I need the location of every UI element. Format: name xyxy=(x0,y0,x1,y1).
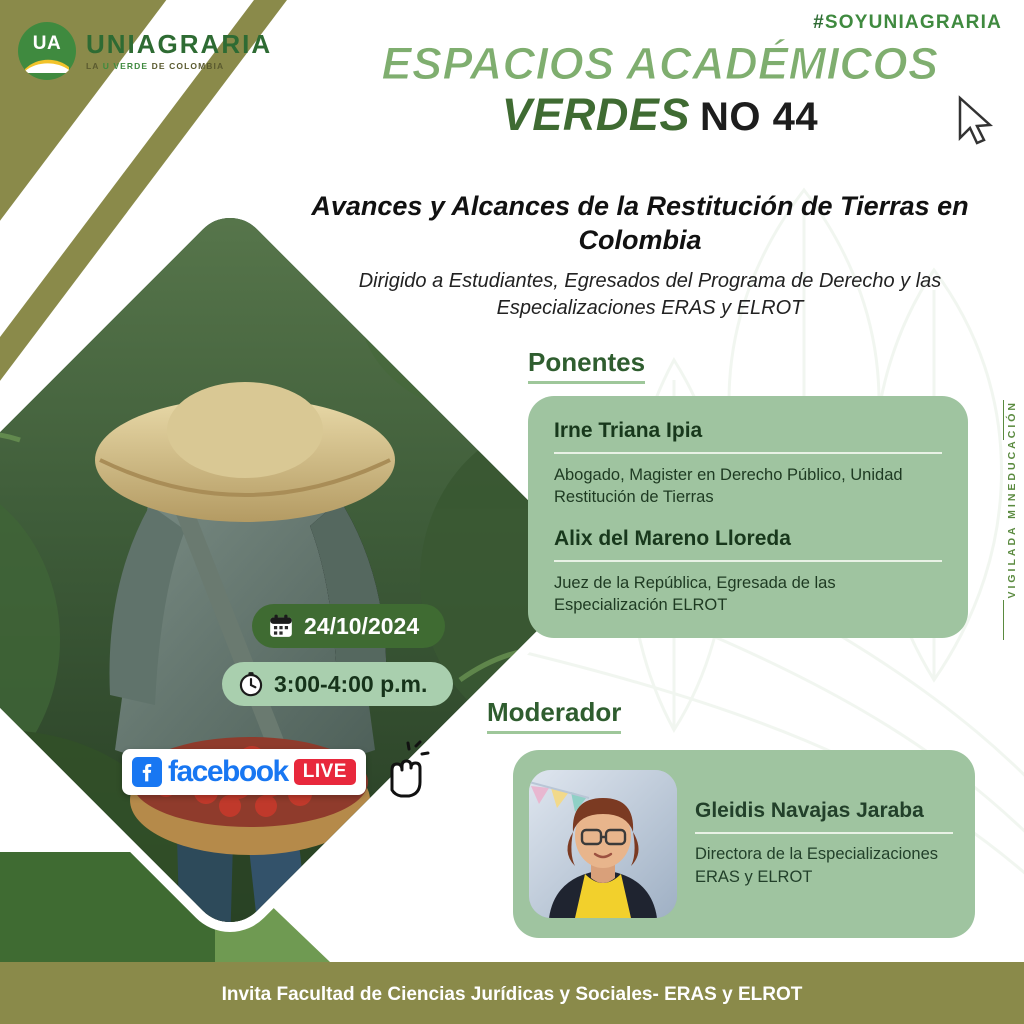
logo-field-swoosh-icon xyxy=(25,55,69,73)
facebook-wordmark: facebook xyxy=(168,755,288,788)
logo-wordmark xyxy=(86,31,272,71)
speaker-entry xyxy=(554,526,942,616)
facebook-live-box[interactable] xyxy=(122,749,366,795)
footer-organizer: Invita Facultad de Ciencias Jurídicas y Sociales- ERAS y ELROT xyxy=(221,984,803,1005)
speaker-role: Abogado, Magister en Derecho Público, Unidad Restitución de Tierras xyxy=(554,465,903,506)
event-subtitle: Avances y Alcances de la Restitución de Tierras en Colombia xyxy=(311,191,969,255)
event-audience: Dirigido a Estudiantes, Egresados del Programa de Derecho y las Especializaciones ERAS y ELROT xyxy=(358,270,942,319)
speaker-entry xyxy=(554,418,942,508)
speaker-name: Alix del Mareno Lloreda xyxy=(554,527,791,551)
event-date-text: 24/10/2024 xyxy=(304,612,420,639)
moderator-heading-rule xyxy=(487,731,621,734)
title-line-1: ESPACIOS ACADÉMICOS xyxy=(381,38,939,89)
speaker-spacer xyxy=(554,508,942,526)
moderator-role: Directora de la Especializaciones ERAS y ELROT xyxy=(695,844,939,886)
moderator-name: Gleidis Navajas Jaraba xyxy=(695,799,924,823)
pointing-hand-icon xyxy=(370,740,434,804)
speakers-heading xyxy=(528,347,645,384)
clock-icon xyxy=(238,671,264,697)
accreditation-rule-bottom xyxy=(1003,600,1004,640)
hashtag-symbol: # xyxy=(813,12,825,33)
event-time-pill xyxy=(222,662,453,706)
calendar-icon xyxy=(268,613,294,639)
logo-badge-icon xyxy=(18,22,76,80)
hashtag-text: SOYUNIAGRARIA xyxy=(824,12,1002,33)
moderator-card xyxy=(513,750,975,938)
live-badge: LIVE xyxy=(294,759,356,785)
moderator-portrait-illustration xyxy=(529,770,677,918)
accreditation-rule-top xyxy=(1003,400,1004,440)
title-line-2 xyxy=(330,89,990,141)
mouse-cursor-icon xyxy=(955,95,997,147)
poster-title xyxy=(330,40,990,141)
accreditation-note: VIGILADA MINEDUCACIÓN xyxy=(1006,400,1018,599)
speakers-heading-rule xyxy=(528,381,645,384)
moderator-divider xyxy=(695,832,953,834)
title-line-2-black: NO 44 xyxy=(699,95,819,140)
moderator-heading xyxy=(487,697,621,734)
event-date-pill xyxy=(252,604,445,648)
social-hashtag xyxy=(813,12,1002,34)
title-line-2-green: VERDES xyxy=(501,89,690,141)
speaker-divider xyxy=(554,452,942,454)
logo-tagline: LA U VERDE DE COLOMBIA xyxy=(86,61,225,71)
event-time-text: 3:00-4:00 p.m. xyxy=(274,670,428,697)
moderator-details xyxy=(695,799,953,888)
moderator-heading-text: Moderador xyxy=(487,697,622,727)
uniagraria-logo xyxy=(18,22,272,80)
speaker-name: Irne Triana Ipia xyxy=(554,419,703,442)
logo-name: UNIAGRARIA xyxy=(86,29,273,59)
speakers-card xyxy=(528,396,968,638)
speaker-role: Juez de la República, Egresada de las Especialización ELROT xyxy=(554,573,836,615)
facebook-icon xyxy=(132,757,162,787)
moderator-avatar xyxy=(529,770,677,918)
speakers-heading-text: Ponentes xyxy=(528,347,646,377)
speaker-divider xyxy=(554,560,942,562)
logo-initials: UA xyxy=(32,33,62,54)
facebook-live-badge[interactable] xyxy=(122,740,434,804)
